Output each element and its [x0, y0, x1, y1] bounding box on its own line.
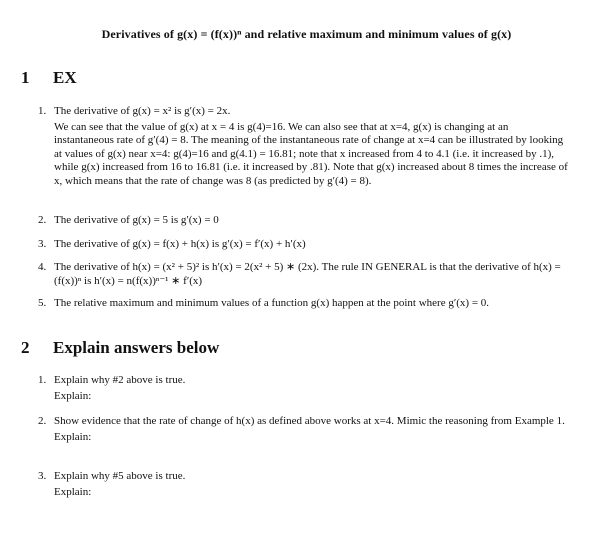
item-number: 2. [38, 214, 47, 226]
page-title: Derivatives of g(x) = (f(x))ⁿ and relative maximum and minimum values of g(x) [101, 27, 512, 41]
item-text: The derivative of g(x) = x² is g′(x) = 2x. [54, 105, 231, 117]
section-2-title: Explain answers below [53, 338, 220, 357]
list-item [38, 105, 568, 188]
item-text: The derivative of g(x) = 5 is g′(x) = 0 [54, 214, 219, 226]
explain-label: Explain: [54, 430, 92, 443]
item-text: The derivative of h(x) = (x² + 5)² is h′(x) = 2(x² + 5) ∗ (2x). The rule IN GENERAL is that the derivative of h(x) = (f(x))ⁿ is h′(x) = n(f(x))ⁿ⁻¹ ∗ f′(x) [54, 261, 561, 287]
item-text: Explain why #2 above is true. [54, 374, 186, 386]
list-item [38, 374, 568, 403]
item-number: 4. [38, 261, 47, 273]
section-2-number: 2 [21, 338, 30, 357]
item-number: 3. [38, 238, 47, 250]
list-item [38, 470, 568, 499]
list-item [38, 415, 568, 444]
item-text: Show evidence that the rate of change of h(x) as defined above works at x=4. Mimic the reasoning from Example 1. [54, 415, 565, 427]
section-1-number: 1 [21, 68, 30, 87]
explain-label: Explain: [54, 485, 92, 498]
list-item [38, 261, 568, 288]
item-number: 5. [38, 297, 47, 309]
item-number: 1. [38, 105, 47, 117]
item-text: The derivative of g(x) = f(x) + h(x) is g′(x) = f′(x) + h′(x) [54, 238, 306, 250]
item-text: Explain why #5 above is true. [54, 470, 186, 482]
item-number: 2. [38, 415, 47, 427]
list-item [38, 238, 568, 252]
list-item [38, 214, 568, 228]
explain-label: Explain: [54, 389, 92, 402]
item-text: The relative maximum and minimum values of a function g(x) happen at the point where g′(x) = 0. [54, 297, 490, 309]
item-detail: We can see that the value of g(x) at x = 4 is g(4)=16. We can also see that at x=4, g(x) is changing at an instantaneous rate of g′(4) = 8. The meaning of the instantaneous rate of change at x=4 can be illustrated by looking at values of g(x) near x=4: g(4)=16 and g(4.1) = 16.81; note that x increased from 4 to 4.1 (i.e. it increased by .1), while g(x) increased from 16 to 16.81 (i.e. it increased by .81). Note that g(x) increased about 8 times the increase of x, which means that the rate of change was 8 (as predicted by g′(4) = 8). [54, 120, 568, 187]
section-1-title: EX [53, 68, 77, 87]
list-item [38, 297, 568, 311]
item-number: 1. [38, 374, 47, 386]
item-number: 3. [38, 470, 47, 482]
